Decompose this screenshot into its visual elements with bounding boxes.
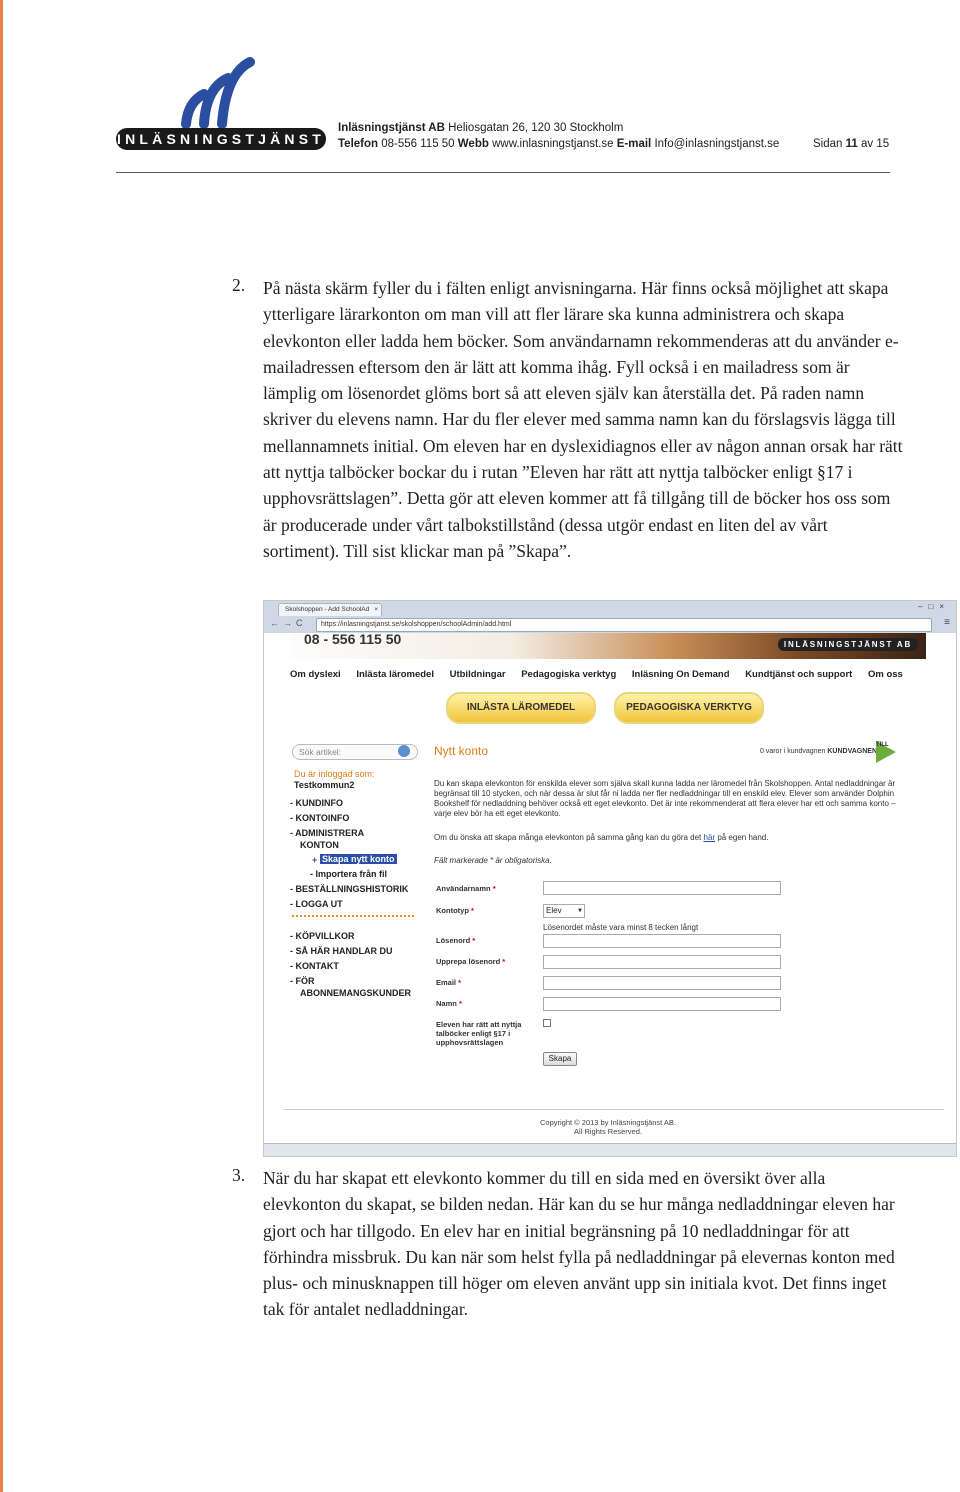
bulk-create-link[interactable]: här bbox=[703, 833, 716, 842]
list-number-2: 2. bbox=[232, 275, 246, 295]
nav-pedagogiska-verktyg[interactable]: Pedagogiska verktyg bbox=[521, 669, 617, 680]
web-address[interactable]: www.inlasningstjanst.se bbox=[492, 138, 614, 150]
name-input[interactable] bbox=[543, 997, 781, 1011]
copyright: Copyright © 2013 by Inläsningstjänst AB. All Rights Reserved. bbox=[540, 1118, 677, 1136]
sidebar-item-kundinfo[interactable]: - KUNDINFO bbox=[290, 798, 343, 808]
email-label: Email * bbox=[436, 978, 462, 987]
logo-text: INLÄSNINGSTJÄNST AB bbox=[116, 128, 326, 150]
window-controls-icon[interactable]: –□× bbox=[918, 602, 950, 611]
nav-inlasning-on-demand[interactable]: Inläsning On Demand bbox=[631, 669, 730, 680]
page-number: Sidan 11 av 15 bbox=[813, 138, 890, 150]
header-divider bbox=[116, 172, 890, 173]
page-title: Nytt konto bbox=[434, 744, 489, 758]
nav-kundtjanst[interactable]: Kundtjänst och support bbox=[745, 669, 853, 680]
sidebar-item-importera[interactable]: - Importera från fil bbox=[310, 869, 388, 879]
sidebar-divider bbox=[292, 915, 414, 917]
menu-icon[interactable]: ≡ bbox=[944, 617, 950, 628]
sidebar-item-kontakt[interactable]: - KONTAKT bbox=[290, 961, 339, 971]
username-input[interactable] bbox=[543, 881, 781, 895]
header-line-1 bbox=[338, 122, 623, 134]
nav-utbildningar[interactable]: Utbildningar bbox=[449, 669, 506, 680]
sidebar-item-kopvillkor[interactable]: - KÖPVILLKOR bbox=[290, 931, 355, 941]
nav-arrows-icon[interactable]: ←→C bbox=[270, 618, 307, 628]
list-number-3: 3. bbox=[232, 1165, 246, 1185]
required-note: Fält markerade * är obligatoriska. bbox=[434, 856, 552, 865]
inlasta-laromedel-button[interactable]: INLÄSTA LÄROMEDEL bbox=[446, 692, 596, 724]
till-label: TILL bbox=[876, 742, 889, 748]
nav-om-oss[interactable]: Om oss bbox=[867, 669, 903, 680]
intro-text: Du kan skapa elevkonton för enskilda elever som själva skall kunna ladda ner läromedel från Skolshoppen. Antal nedladdningar är begränsat till 10 stycken, och när dessa är slut får ni ladda ner fler nedladdningar till en enskild elev. Elever som använder Dolphin Bookshelf för nedladdning behöver också ett eget elevkonto. Det är inte rekommenderat att flera elever har ett och samma konto – varje elev bör ha ett eget elevkonto. bbox=[434, 779, 896, 818]
talbok-rights-label: Eleven har rätt att nyttja talböcker enligt §17 i upphovsrättslagen bbox=[436, 1020, 522, 1047]
search-input[interactable]: Sök artikel: bbox=[292, 744, 418, 760]
signal-arcs-icon bbox=[116, 52, 326, 130]
company-logo bbox=[116, 52, 326, 169]
repeat-password-input[interactable] bbox=[543, 955, 781, 969]
account-type-label: Kontotyp * bbox=[436, 906, 474, 915]
sidebar-item-for-abonnemangskunder-cont[interactable]: ABONNEMANGSKUNDER bbox=[300, 988, 412, 998]
password-hint: Lösenordet måste vara minst 8 tecken långt bbox=[543, 923, 699, 932]
sidebar-item-kontoinfo[interactable]: - KONTOINFO bbox=[290, 813, 350, 823]
web-label: Webb bbox=[457, 138, 489, 150]
top-navigation bbox=[290, 669, 956, 680]
logged-in-label: Du är inloggad som: bbox=[294, 769, 375, 779]
banner-phone: 08 - 556 115 50 bbox=[304, 631, 402, 647]
nav-inlasta-laromedel[interactable]: Inlästa läromedel bbox=[356, 669, 434, 680]
nav-om-dyslexi[interactable]: Om dyslexi bbox=[290, 669, 341, 680]
search-icon[interactable] bbox=[398, 745, 410, 757]
password-label: Lösenord * bbox=[436, 936, 476, 945]
sidebar-item-for-abonnemangskunder[interactable]: - FÖR bbox=[290, 976, 315, 986]
close-tab-icon[interactable]: × bbox=[374, 606, 378, 613]
footer-divider bbox=[284, 1109, 944, 1110]
company-address: Heliosgatan 26, 120 30 Stockholm bbox=[448, 122, 624, 134]
account-type-select[interactable]: Elev ▼ bbox=[543, 904, 585, 918]
username-label: Användarnamn * bbox=[436, 884, 496, 893]
plus-icon: + bbox=[312, 855, 318, 865]
phone-number: 08-556 115 50 bbox=[381, 138, 455, 150]
skapa-button[interactable]: Skapa bbox=[543, 1052, 577, 1066]
banner-logo: INLÄSNINGSTJÄNST AB bbox=[778, 638, 918, 651]
instruction-paragraph-2: När du har skapat ett elevkonto kommer du till en sida med en översikt över alla elevkonton du skapat, se bilden nedan. Här kan du se hur många nedladdningar eleven har gjort och har tillgodo. En elev har en initial begränsning på 10 nedladdningar för att förhindra missbruk. Du kan när som helst fylla på nedladdningar på elevernas konton med plus- och minusknappen till höger om eleven använt upp sin initiala kvot. Det finns inget tak för antalet nedladdningar. bbox=[263, 1168, 895, 1320]
sidebar-item-logga-ut[interactable]: - LOGGA UT bbox=[290, 899, 343, 909]
sidebar-item-administrera[interactable]: - ADMINISTRERA bbox=[290, 828, 365, 838]
password-input[interactable] bbox=[543, 934, 781, 948]
email-label: E-mail bbox=[616, 138, 652, 150]
name-label: Namn * bbox=[436, 999, 462, 1008]
repeat-password-label: Upprepa lösenord * bbox=[436, 957, 506, 966]
chevron-down-icon: ▼ bbox=[577, 908, 583, 914]
logged-in-user: Testkommun2 bbox=[294, 780, 355, 790]
cart-status[interactable]: 0 varor i kundvagnen KUNDVAGNEN bbox=[760, 748, 877, 755]
header-line-2 bbox=[338, 138, 779, 150]
browser-tab[interactable]: Skolshoppen - Add SchoolAd × bbox=[278, 603, 382, 616]
instruction-paragraph-1: På nästa skärm fyller du i fälten enligt anvisningarna. Här finns också möjlighet att skapa ytterligare lärarkonton om man vill att fler lärare ska kunna administrera och skapa elevkonton eller ladda hem böcker. Som användarnamn rekommenderas att du använder e-mailadressen eftersom den är lätt att komma ihåg. Fyll också i en mailadress som är lämplig om lösenordet glöms bort så att eleven själv kan återställa det. På raden namn skriver du elevens namn. Har du fler elever med samma namn kan du förslagsvis lägga till mellannamnets initial. Om eleven har en dyslexidiagnos eller av någon annan orsak har rätt att nyttja talböcker bockar du i rutan ”Eleven har rätt att nyttja talböcker enligt §17 i upphovsrättslagen”. Detta gör att eleven kommer att få tillgång till de böcker hos oss som är producerade under vårt talbokstillstånd (dessa utgör endast en liten del av vårt sortiment). Till sist klickar man på ”Skapa”. bbox=[263, 278, 903, 561]
phone-label: Telefon bbox=[338, 138, 379, 150]
left-margin-rule bbox=[0, 0, 3, 1492]
sidebar-item-administrera-cont[interactable]: KONTON bbox=[300, 840, 339, 850]
address-bar[interactable]: https://inlasningstjanst.se/skolshoppen/schoolAdmin/add.html bbox=[316, 618, 932, 632]
email-address[interactable]: Info@inlasningstjanst.se bbox=[654, 138, 780, 150]
email-input[interactable] bbox=[543, 976, 781, 990]
pedagogiska-verktyg-button[interactable]: PEDAGOGISKA VERKTYG bbox=[614, 692, 764, 724]
company-name: Inläsningstjänst AB bbox=[338, 122, 445, 134]
sidebar-item-bestallningshistorik[interactable]: - BESTÄLLNINGSHISTORIK bbox=[290, 884, 409, 894]
talbok-rights-checkbox[interactable] bbox=[543, 1019, 551, 1027]
browser-chrome bbox=[264, 601, 956, 633]
browser-bottom-bar bbox=[264, 1143, 956, 1157]
sidebar-item-sa-har-handlar-du[interactable]: - SÅ HÄR HANDLAR DU bbox=[290, 946, 393, 956]
bulk-create-text: Om du önska att skapa många elevkonton på samma gång kan du göra det här på egen hand. bbox=[434, 833, 769, 842]
sidebar-item-skapa-nytt-konto[interactable]: Skapa nytt konto bbox=[322, 854, 395, 864]
embedded-screenshot bbox=[263, 600, 957, 1157]
